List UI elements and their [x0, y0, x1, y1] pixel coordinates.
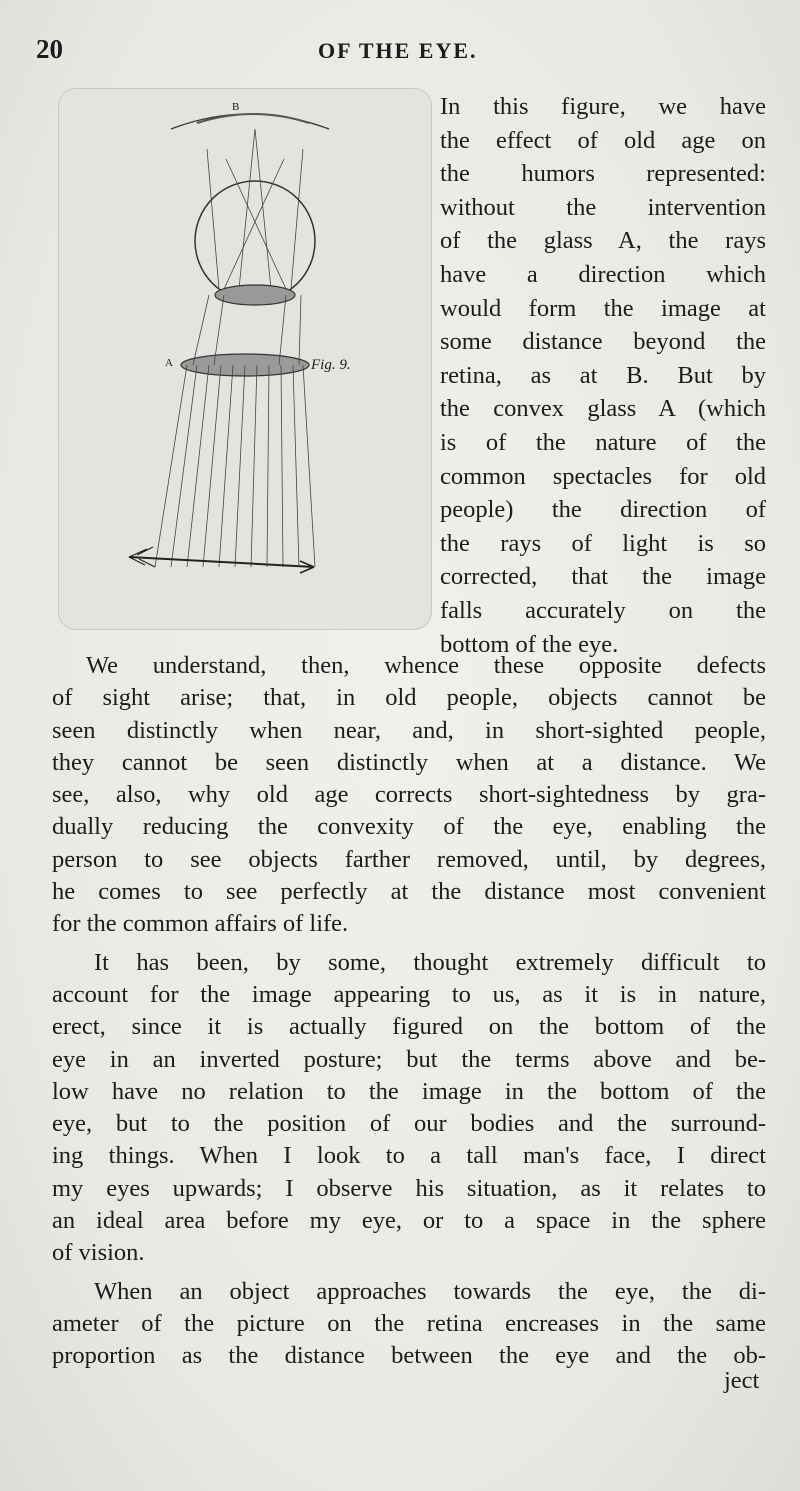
- figure-label-b: B: [232, 101, 240, 113]
- crystalline-lens: [215, 285, 295, 305]
- text-line: We understand, then, whence these opposite defects: [86, 652, 766, 679]
- text-line: dually reducing the convexity of the eye, enabling the: [52, 813, 766, 841]
- text-line: he comes to see perfectly at the distance most convenient: [52, 878, 766, 906]
- text-line: have a direction which: [440, 260, 766, 288]
- text-line: some distance beyond the: [440, 328, 766, 356]
- text-line: ing things. When I look to a tall man's face, I direct: [52, 1142, 766, 1170]
- text-line: In this figure, we have: [440, 93, 766, 120]
- eye-lens-diagram: [59, 89, 431, 629]
- text-line: eye, but to the position of our bodies and the surround-: [52, 1110, 766, 1138]
- text-line: the rays of light is so: [440, 529, 766, 557]
- text-line: retina, as at B. But by: [440, 361, 766, 389]
- text-line: proportion as the distance between the eye and the ob-: [52, 1342, 766, 1370]
- text-line: they cannot be seen distinctly when at a distance. We: [52, 748, 766, 776]
- text-line: corrected, that the image: [440, 563, 766, 591]
- light-rays: [155, 295, 315, 567]
- text-line: falls accurately on the: [440, 596, 766, 624]
- running-head: OF THE EYE.: [318, 38, 478, 63]
- text-line: an ideal area before my eye, or to a space in the sphere: [52, 1207, 766, 1235]
- text-line: seen distinctly when near, and, in short-sighted people,: [52, 716, 766, 744]
- text-line: would form the image at: [440, 294, 766, 322]
- body-text: [52, 650, 766, 1373]
- catchword: ject: [724, 1367, 760, 1394]
- text-line: is of the nature of the: [440, 428, 766, 456]
- image-arc-b: [197, 114, 309, 123]
- text-line: bottom of the eye.: [440, 630, 619, 658]
- text-line: of vision.: [52, 1239, 145, 1267]
- text-line: of the glass A, the rays: [440, 227, 766, 255]
- figure-plate: [58, 88, 432, 630]
- text-line: It has been, by some, thought extremely difficult to: [94, 948, 766, 976]
- text-line: low have no relation to the image in the bottom of the: [52, 1077, 766, 1105]
- text-line: eye in an inverted posture; but the terms above and be-: [52, 1045, 766, 1073]
- text-line: see, also, why old age corrects short-sightedness by gra-: [52, 781, 766, 809]
- text-line: When an object approaches towards the eye, the di-: [94, 1277, 766, 1305]
- text-line: people) the direction of: [440, 496, 766, 524]
- text-line: the humors represented:: [440, 160, 766, 188]
- object-arrow: [129, 557, 314, 567]
- text-line: without the intervention: [440, 193, 766, 221]
- eyeball-circle: [195, 181, 315, 301]
- text-line: of sight arise; that, in old people, objects cannot be: [52, 684, 766, 712]
- page-header: [0, 34, 800, 66]
- page-number: 20: [36, 34, 63, 64]
- figure-caption: Fig. 9.: [311, 357, 351, 373]
- text-line: common spectacles for old: [440, 462, 766, 490]
- figure-description: [440, 90, 766, 661]
- text-line: ameter of the picture on the retina encreases in the same: [52, 1309, 766, 1337]
- text-line: account for the image appearing to us, as it is in nature,: [52, 980, 766, 1008]
- text-line: the convex glass A (which: [440, 395, 766, 423]
- text-line: person to see objects farther removed, until, by degrees,: [52, 845, 766, 873]
- text-line: erect, since it is actually figured on the bottom of the: [52, 1013, 766, 1041]
- figure-label-a: A: [165, 357, 173, 369]
- text-line: the effect of old age on: [440, 126, 766, 154]
- text-line: my eyes upwards; I observe his situation, as it relates to: [52, 1174, 766, 1202]
- text-line: for the common affairs of life.: [52, 910, 349, 938]
